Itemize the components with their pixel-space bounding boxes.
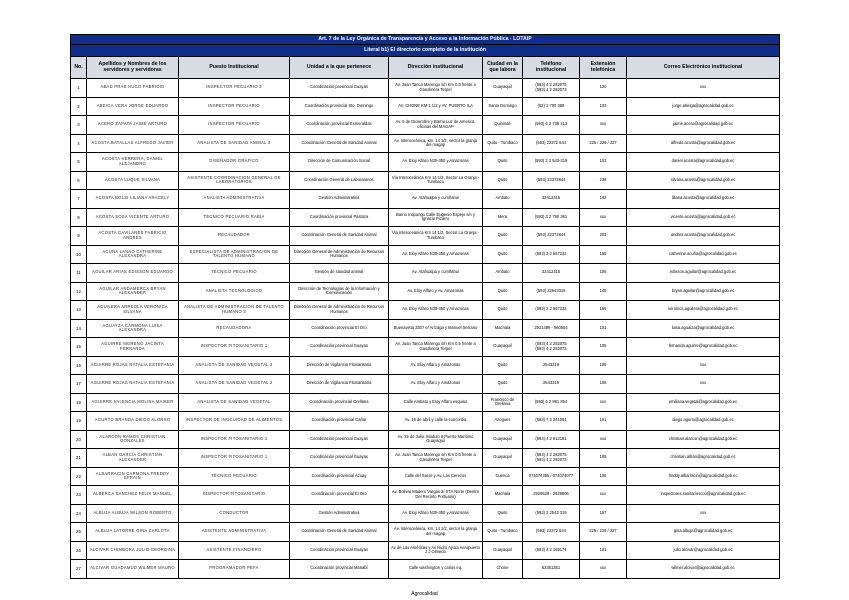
position: TÉCNICO PECUARIO: [179, 264, 290, 283]
email: diego.agurto@agrocalidad.gob.ec: [627, 412, 780, 431]
phone: (593) 2 2 543-319: [523, 153, 580, 172]
position: TÉCNICO PECUARIO: [179, 467, 290, 486]
row-number: 20: [71, 430, 87, 449]
position: INSPECTOR PECUARIO: [179, 116, 290, 135]
employee-name: AGUILAR ANDAMERCA BRYAN ALEXANDER: [87, 282, 179, 301]
employee-name: ABEIGA VERA JORGE EDUARDO: [87, 97, 179, 116]
position: ASISTENTE FINANCIERO: [179, 541, 290, 560]
employee-name: ACERO ZAPATA JAIME ARTURO: [87, 116, 179, 135]
extension: 105: [580, 467, 627, 486]
extension: 105: [580, 375, 627, 394]
email: inspectores.sanitarioscoo@agrocalidad.gob.ec: [627, 486, 780, 505]
city: Ambato: [483, 190, 523, 209]
col-header-position: Puesto Institucional: [179, 57, 290, 79]
position: ASISTENTE COORDINACION GENERAL DE LABORATORIOS: [179, 171, 290, 190]
row-number: 19: [71, 412, 87, 431]
employee-name: ALBERCA SANCHEZ FELIX MANUEL: [87, 486, 179, 505]
position: INSPECTOR PECUARIO: [179, 97, 290, 116]
row-number: 9: [71, 227, 87, 246]
table-row: [71, 245, 780, 264]
employee-name: AGUILAR ARIAS EDISSON EDUARDO: [87, 264, 179, 283]
employee-name: ALARCÓN RAMOS CHRISTIAN GONZALES: [87, 430, 179, 449]
col-header-name: Apellidos y Nombres de los servidores y servidoras: [87, 57, 179, 79]
employee-name: AGUIRRE ROJAS NATALIA ESTEFANIA: [87, 356, 179, 375]
col-header-address: Dirección institucional: [389, 57, 483, 79]
row-number: 10: [71, 245, 87, 264]
unit: Coordinación provincial Cañar: [290, 412, 389, 431]
row-number: 8: [71, 208, 87, 227]
page-footer: Agrocalidad: [411, 591, 438, 597]
unit: Coordinación provincial Guayas: [290, 449, 389, 468]
phone: (593) 2 2 567232: [523, 301, 580, 320]
address: Via Interoceánica Km 14 1/2, Sector La Granja - Tumbaco: [389, 227, 483, 246]
city: Quito: [483, 171, 523, 190]
position: DISEÑADOR GRÁFICO: [179, 153, 290, 172]
email: gina.albuja@agrocalidad.gob.ec: [627, 523, 780, 542]
position: INSPECTOR FITOSANITARIO 1: [179, 449, 290, 468]
col-header-extension: Extensión telefónica: [580, 57, 627, 79]
table-row: [71, 190, 780, 209]
phone: (593) 22543319: [523, 282, 580, 301]
extension: xxx: [580, 486, 627, 505]
extension: 105: [580, 338, 627, 357]
city: Azogues: [483, 412, 523, 431]
employee-name: ACUÑA LANAO CATHERINE ALEXANDRA: [87, 245, 179, 264]
extension: 153: [580, 153, 627, 172]
position: RECAUDADOR: [179, 227, 290, 246]
unit: Gestión Administrativa: [290, 190, 389, 209]
table-row: [71, 375, 780, 394]
phone: 32412315: [523, 190, 580, 209]
table-row: [71, 467, 780, 486]
phone: (593) 4 2 812181: [523, 430, 580, 449]
employee-name: ALCIVAR CHIMBORA JULIO GEORGINA: [87, 541, 179, 560]
address: Vía Interoceánica Km 14 1/2, Sector La Granja - Tumbaco: [389, 171, 483, 190]
address: Av. Juan Tanca Marengo s/n Km 0,5 frente a Gasolinera Terpel: [389, 449, 483, 468]
city: Quito: [483, 356, 523, 375]
row-number: 1: [71, 79, 87, 98]
employee-name: ACOSTA HERRERA, DANIEL ALEJANDRO: [87, 153, 179, 172]
city: Mera: [483, 208, 523, 227]
extension: xxx: [580, 430, 627, 449]
document-subtitle: Literal b1) El directorio completo de la institución: [71, 45, 780, 57]
employee-name: ALBUJA ALBUJA WILSON ROBERTO: [87, 504, 179, 523]
employee-name: ALBAN GARCIA CHRISTIAN ALEXANDER: [87, 449, 179, 468]
address: Av. 16 de abril y calle la concordia: [389, 412, 483, 431]
extension: 157: [580, 504, 627, 523]
col-header-city: Ciudad en la que labora: [483, 57, 523, 79]
position: INSPECTOR DE INOCUIDAD DE ALIMENTOS: [179, 412, 290, 431]
extension: 165: [580, 301, 627, 320]
employee-name: ACOSTA SOSA VICENTE ARTURO: [87, 208, 179, 227]
address: Av. 25 de Julio. Modulo 8 Puerto Marítimo Guayaquil: [389, 430, 483, 449]
phone: 2928529 - 2929806: [523, 486, 580, 505]
email: catherine.acuña@agrocalidad.gob.ec: [627, 245, 780, 264]
table-row: [71, 264, 780, 283]
employee-name: ACOSTA LUQUE SILVANA: [87, 171, 179, 190]
row-number: 24: [71, 504, 87, 523]
row-number: 16: [71, 356, 87, 375]
unit: Coordinación provincial Manabí: [290, 560, 389, 579]
address: Av. Interoceánica, km. 14 1/2, sector la granja del magap: [389, 134, 483, 153]
city: Quito - Tumbaco: [483, 134, 523, 153]
phone: 52361351: [523, 560, 580, 579]
city: Quito: [483, 153, 523, 172]
city: Francisco de Orellana: [483, 393, 523, 412]
position: ANALISTA ADMINISTRATIVA: [179, 190, 290, 209]
extension: 105: [580, 264, 627, 283]
city: Quito: [483, 227, 523, 246]
row-number: 3: [71, 116, 87, 135]
email: liliana.acosta@agrocalidad.gob.ec: [627, 190, 780, 209]
employee-name: AGUAYZA CARMONA LUISA ALEXANDRA: [87, 319, 179, 338]
employee-name: ACOSTA GAVILANES FABRICIO ANDRÉS: [87, 227, 179, 246]
address: Calle del Sacre y Av. Las Cerezos: [389, 467, 483, 486]
position: TECNICO PECUARIO RABIA: [179, 208, 290, 227]
row-number: 12: [71, 282, 87, 301]
table-row: [71, 430, 780, 449]
city: Guayaquil: [483, 430, 523, 449]
extension: 101: [580, 319, 627, 338]
extension: 101: [580, 541, 627, 560]
email: silvana.acosta@agrocalidad.gob.ec: [627, 171, 780, 190]
phone: (593) 2 2543 319: [523, 504, 580, 523]
phone: 074074455 / 074074077: [523, 467, 580, 486]
address: Av. Eloy Alfaro N30-350 y Amazonas: [389, 301, 483, 320]
table-row: [71, 449, 780, 468]
row-number: 13: [71, 301, 87, 320]
email: veronica.aguilera@agrocalidad.gob.ec: [627, 301, 780, 320]
phone: (593) 7 2 241064: [523, 412, 580, 431]
address: Av. Bolivar Madero Vargas 2/ STA Norte (Dentro Del Recinto Portuario): [389, 486, 483, 505]
table-row: [71, 560, 780, 579]
extension: xxx: [580, 393, 627, 412]
city: Quito: [483, 301, 523, 320]
email: wilmer.alcivar@agrocalidad.gob.ec: [627, 560, 780, 579]
address: Av. Interoceánica, km. 14 1/2, sector la granja del magap: [389, 523, 483, 542]
unit: Coordinación provincial Sto. Domingo: [290, 97, 389, 116]
column-header-row: [71, 57, 780, 79]
unit: Coordinación provincial Azuay: [290, 467, 389, 486]
employee-name: ALBARRACIN CARMONA FREDDY EFRAIN: [87, 467, 179, 486]
email: xxx: [627, 79, 780, 98]
table-row: [71, 541, 780, 560]
extension: 238: [580, 171, 627, 190]
city: Guayaquil: [483, 79, 523, 98]
city: Quito: [483, 504, 523, 523]
extension: 225 / 226 / 227: [580, 523, 627, 542]
unit: Dirección de Tecnologías de la Información y Comunicación: [290, 282, 389, 301]
phone: (593) 22372 844: [523, 134, 580, 153]
phone: (593) 22372844: [523, 227, 580, 246]
row-number: 22: [71, 467, 87, 486]
unit: Coordinación General de Sanidad Animal: [290, 227, 389, 246]
address: Av. Atahualpa y cumñahui: [389, 264, 483, 283]
phone: (593) 22372844: [523, 171, 580, 190]
extension: xxx: [580, 208, 627, 227]
employee-name: AGUIRRE MORENO JACINTA FERNANDA: [87, 338, 179, 357]
address: Av. Eloy Alfaro N30-350 y Amazonas: [389, 504, 483, 523]
employee-name: AGUILERA ARREOLA VERONICA SILVANA: [87, 301, 179, 320]
city: Quito: [483, 245, 523, 264]
phone: 32412315: [523, 264, 580, 283]
employee-name: AGURTO BRANDA DIEGO ALONSO: [87, 412, 179, 431]
address: Av. Eloy Alfaro y Amazonas: [389, 356, 483, 375]
extension: 120: [580, 79, 627, 98]
email: christian.alban@agrocalidad.gob.ec: [627, 449, 780, 468]
table-row: [71, 504, 780, 523]
unit: Dirección de Comunicación Social: [290, 153, 389, 172]
unit: Coordinación provincial Guayas: [290, 79, 389, 98]
city: Quito: [483, 282, 523, 301]
position: RECAUDADORA: [179, 319, 290, 338]
position: ANALISTA TECNOLOGICO: [179, 282, 290, 301]
position: INSPECTOR FITOSANITARIO 1: [179, 430, 290, 449]
position: ESPECIALISTA DE ADMINISTRACION DE TALENTO HUMANO: [179, 245, 290, 264]
employee-name: ABAD PRAS HUGO FABRICIO: [87, 79, 179, 98]
city: Quinindé: [483, 116, 523, 135]
position: INSPECTOR FITOSANITARIO: [179, 486, 290, 505]
phone: (593) 6 2 881 854: [523, 393, 580, 412]
city: Cuenca: [483, 467, 523, 486]
address: Av. 6 de Diciembre y Barrio Luz de America, oficinas del MAGAP: [389, 116, 483, 135]
position: ANALISTA DE SANIDAD ANIMAL 3: [179, 134, 290, 153]
row-number: 27: [71, 560, 87, 579]
position: ANALISTA DE SANIDAD VEGETAL 2: [179, 375, 290, 394]
extension: xxx: [580, 560, 627, 579]
unit: Dirección General de Administración de Recursos Humanos: [290, 301, 389, 320]
unit: Coordinación provincial Esmeraldas: [290, 116, 389, 135]
unit: Coordinación provincial El Oro: [290, 319, 389, 338]
address: Av. Eloy Alfaro y Amazonas: [389, 375, 483, 394]
employee-name: ACOSTA BOLSI LILIANA ARACELY: [87, 190, 179, 209]
unit: Dirección de Vigilancia Fitosanitaria: [290, 356, 389, 375]
phone: (593) 4 2 169174: [523, 541, 580, 560]
employee-name: ALBUJA LATORRE GINA CARLOTA: [87, 523, 179, 542]
table-row: [71, 134, 780, 153]
email: daniel.acosta@agrocalidad.gob.ec: [627, 153, 780, 172]
row-number: 11: [71, 264, 87, 283]
table-row: [71, 79, 780, 98]
address: Calle Ambato y Eloy Alfaro esquina: [389, 393, 483, 412]
subtitle-banner-row: [71, 45, 780, 57]
email: jaime.acero@agrocalidad.gob.ec: [627, 116, 780, 135]
email: luisa.aguaiza@agrocalidad.gob.ec: [627, 319, 780, 338]
email: xxx: [627, 504, 780, 523]
email: xxx: [627, 375, 780, 394]
email: bryan.aguilar@agrocalidad.gob.ec: [627, 282, 780, 301]
email: alfredo.acosta@agrocalidad.gob.ec: [627, 134, 780, 153]
row-number: 17: [71, 375, 87, 394]
unit: Coordinación provincial Guayas: [290, 338, 389, 357]
table-row: [71, 116, 780, 135]
row-number: 26: [71, 541, 87, 560]
col-header-email: Correo Electrónico institucional: [627, 57, 780, 79]
unit: Coordinación General de Sanidad Animal: [290, 523, 389, 542]
phone: (593) 4 2 282075 (593) 4 2 282073: [523, 79, 580, 98]
row-number: 23: [71, 486, 87, 505]
email: andres.acosta@agrocalidad.gob.ec: [627, 227, 780, 246]
address: Av. Eloy Alfaro N30-350 y Amazonas: [389, 153, 483, 172]
address: AV. CHONE KM 1 1/2 y AV. PUERTO ILA: [389, 97, 483, 116]
email: fernanda.aguirre@agrocalidad.gob.ec: [627, 338, 780, 357]
table-row: [71, 227, 780, 246]
table-row: [71, 338, 780, 357]
address: Av. Juan Tanca Marengo s/n Km 0,5 frente a Gasolinera Terpel: [389, 79, 483, 98]
col-header-phone: Teléfono institucional: [523, 57, 580, 79]
address: Av. Atahualpa y cumñahui: [389, 190, 483, 209]
unit: Gestión Administrativa: [290, 504, 389, 523]
row-number: 15: [71, 338, 87, 357]
extension: 203: [580, 227, 627, 246]
address: Av de Las Américas y Av Isidro Ayora Aeropuerto J J Olmedo: [389, 541, 483, 560]
row-number: 14: [71, 319, 87, 338]
unit: Coordinación provincial Orellana: [290, 393, 389, 412]
email: freddy.albarracin@agrocalidad.gob.ec: [627, 467, 780, 486]
document-title: Art. 7 de la Ley Orgánica de Transparencia y Acceso a la Información Pública - LOTAIP: [71, 35, 780, 45]
city: Machala: [483, 319, 523, 338]
row-number: 2: [71, 97, 87, 116]
extension: 105: [580, 356, 627, 375]
unit: Coordinación General de Laboratorios: [290, 171, 389, 190]
row-number: 6: [71, 171, 87, 190]
row-number: 25: [71, 523, 87, 542]
table-row: [71, 486, 780, 505]
row-number: 4: [71, 134, 87, 153]
table-row: [71, 153, 780, 172]
phone: 2543319: [523, 356, 580, 375]
position: ANALISTA DE ADMINISTRACION DE TALENTO HUMANO 3: [179, 301, 290, 320]
city: Quito - Tumbaco: [483, 523, 523, 542]
row-number: 7: [71, 190, 87, 209]
unit: Dirección de Vigilancia Fitosanitaria: [290, 375, 389, 394]
employee-name: AGUIRRE ROJAS NATALIA ESTEFANIA: [87, 375, 179, 394]
email: edisson.aguilar@agrocalidad.gob.ec: [627, 264, 780, 283]
position: PROGRAMADOR PEFA: [179, 560, 290, 579]
directory-table: [70, 34, 780, 579]
position: ANALISTA DE SANIDAD VEGETAL 2: [179, 356, 290, 375]
unit: Coordinación provincial Guayas: [290, 430, 389, 449]
address: Barrio Intipungo Calle Eugenio Espejo s/n y Ignacio Pizarro: [389, 208, 483, 227]
unit: Dirección General de Administración de Recursos Humanos: [290, 245, 389, 264]
email: julio.alcivar@agrocalidad.gob.ec: [627, 541, 780, 560]
employee-name: ACOSTA BATALLAS ALFREDO JAVIER: [87, 134, 179, 153]
city: Ambato: [483, 264, 523, 283]
address: Av. Eloy Alfaro N30-350 y Amazonas: [389, 245, 483, 264]
table-row: [71, 301, 780, 320]
phone: 2543319: [523, 375, 580, 394]
employee-name: ALCIVAR GUADAMUD WILMER MAURO: [87, 560, 179, 579]
unit: Gestión de sanidad animal: [290, 264, 389, 283]
phone: (593) 6 2 738 213: [523, 116, 580, 135]
address: Calle washington y carlos eq.: [389, 560, 483, 579]
email: christian.alarcon@agrocalidad.gob.ec: [627, 430, 780, 449]
extension: 165: [580, 245, 627, 264]
extension: xxx: [580, 116, 627, 135]
phone: (593) 4 2 282075 (593) 4 2 282073: [523, 338, 580, 357]
city: Chone: [483, 560, 523, 579]
email: vicente.acosta@agrocalidad.gob.ec: [627, 208, 780, 227]
email: jorge.abeiga@agrocalidad.gob.ec: [627, 97, 780, 116]
extension: 225 / 226 / 227: [580, 134, 627, 153]
extension: 148: [580, 282, 627, 301]
phone: (02) 2 700 399: [523, 97, 580, 116]
position: CONDUCTOR: [179, 504, 290, 523]
unit: Coordinación provincial Guayas: [290, 541, 389, 560]
phone: 2931499 - 960554: [523, 319, 580, 338]
row-number: 5: [71, 153, 87, 172]
phone: (593) 4 2 282075 (593) 4 2 282073: [523, 449, 580, 468]
table-row: [71, 171, 780, 190]
phone: (593) 2 2 567232: [523, 245, 580, 264]
unit: Coordinación General de Sanidad Animal: [290, 134, 389, 153]
city: Guayaquil: [483, 449, 523, 468]
table-row: [71, 356, 780, 375]
address: Buenavista 3307 e/ Arízaga y Manuel Serrano: [389, 319, 483, 338]
extension: 102: [580, 190, 627, 209]
unit: Coordinación provincial Pastaza: [290, 208, 389, 227]
position: INSPECTOR FITOSANITARIO 1: [179, 338, 290, 357]
table-row: [71, 412, 780, 431]
position: ANALISTA DE SANIDAD VEGETAL: [179, 393, 290, 412]
row-number: 18: [71, 393, 87, 412]
position: ASISTENTE ADMINISTRATIVA: [179, 523, 290, 542]
unit: Coordinación provincial El Oro: [290, 486, 389, 505]
table-row: [71, 523, 780, 542]
phone: (593) 3 2 790 361: [523, 208, 580, 227]
address: Av. Eloy Alfaro y Av. Amazonas: [389, 282, 483, 301]
city: Guayaquil: [483, 338, 523, 357]
table-row: [71, 208, 780, 227]
phone: (593) 22372 844: [523, 523, 580, 542]
col-header-unit: Unidad a la que pertenece: [290, 57, 389, 79]
email: xxx: [627, 356, 780, 375]
extension: 101: [580, 412, 627, 431]
extension: 103: [580, 97, 627, 116]
city: Guayaquil: [483, 541, 523, 560]
city: Machala: [483, 486, 523, 505]
city: Quito: [483, 375, 523, 394]
employee-name: AGUIRRE VALENCIA MOLINA MAIKER: [87, 393, 179, 412]
email: emiliana.vegetal@agrocalidad.gob.ec: [627, 393, 780, 412]
city: Santo Domingo: [483, 97, 523, 116]
table-row: [71, 97, 780, 116]
position: INSPECTOR PECUARIO 3: [179, 79, 290, 98]
row-number: 21: [71, 449, 87, 468]
table-row: [71, 282, 780, 301]
address: Av. Juan Tanca Marengo s/n Km 0,5 frente a Gasolinera Terpel: [389, 338, 483, 357]
extension: 105: [580, 449, 627, 468]
table-row: [71, 393, 780, 412]
title-banner-row: [71, 35, 780, 45]
table-row: [71, 319, 780, 338]
col-header-number: No.: [71, 57, 87, 79]
